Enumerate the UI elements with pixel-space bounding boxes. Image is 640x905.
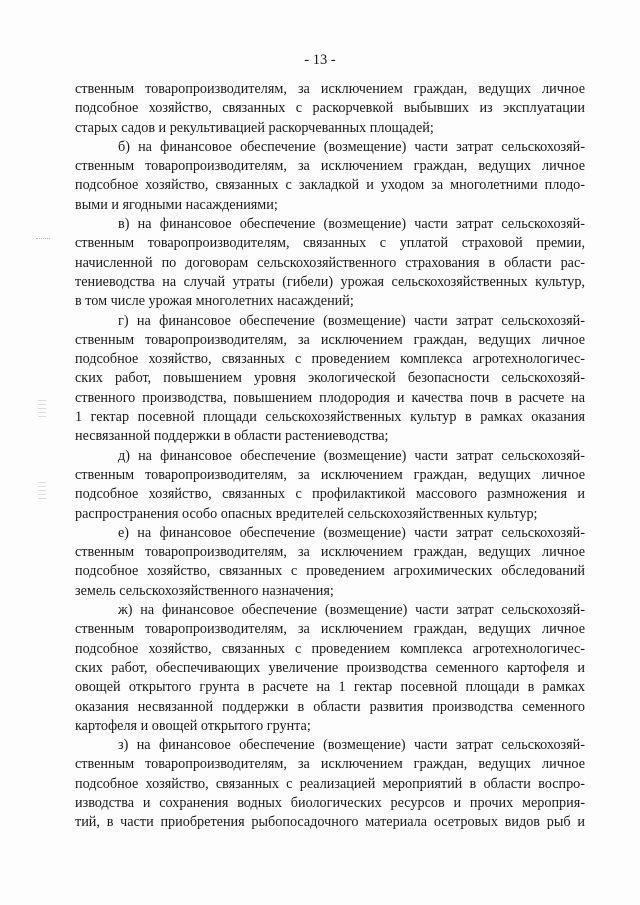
scan-artifact [36, 238, 50, 239]
text-line: подсобное хозяйство, связанных с проведением комплекса агротехнологичес- [75, 640, 585, 657]
text-line: ж) на финансовое обеспечение (возмещение) части затрат сельскохозяй- [118, 602, 585, 619]
text-line: д) на финансовое обеспечение (возмещение) части затрат сельскохозяй- [118, 447, 585, 464]
text-line: подсобное хозяйство, связанных с закладкой и уходом за многолетними плодо- [75, 177, 585, 194]
scan-artifact [38, 400, 46, 420]
text-line: ственным товаропроизводителям, за исключением граждан, ведущих личное [75, 331, 585, 348]
text-line: земель сельскохозяйственного назначения; [75, 582, 334, 599]
text-line: г) на финансовое обеспечение (возмещение) части затрат сельскохозяй- [118, 312, 585, 329]
text-line: е) на финансовое обеспечение (возмещение) части затрат сельскохозяй- [118, 524, 585, 541]
text-line: оказания несвязанной поддержки в области развития производства семенного [75, 698, 585, 715]
text-line: ственным товаропроизводителям, за исключением граждан, ведущих личное [75, 466, 585, 483]
text-line: ственным товаропроизводителям, за исключением граждан, ведущих личное [75, 81, 585, 97]
text-line: в) на финансовое обеспечение (возмещение) части затрат сельскохозяй- [118, 216, 585, 233]
text-line: подсобное хозяйство, связанных с реализацией мероприятий в области воспро- [75, 775, 585, 792]
text-line: б) на финансовое обеспечение (возмещение) части затрат сельскохозяй- [118, 138, 585, 155]
text-line: тениеводства на случай утраты (гибели) урожая сельскохозяйственных культур, [75, 273, 585, 290]
text-line: в том числе урожая многолетних насаждений; [75, 293, 354, 310]
scan-artifact [38, 482, 46, 502]
text-line: ственного производства, повышением плодородия и качества почв в расчете на [75, 389, 585, 406]
text-line: картофеля и овощей открытого грунта; [75, 717, 311, 734]
text-line: старых садов и рекультивацией раскорчеванных площадей; [75, 119, 434, 136]
text-line: подсобное хозяйство, связанных с раскорчевкой выбывших из эксплуатации [75, 100, 585, 117]
text-line: ственным товаропроизводителям, за исключением граждан, ведущих личное [75, 621, 585, 638]
text-line: ских работ, повышением уровня экологической безопасности сельскохозяй- [75, 370, 585, 387]
text-line: изводства и сохранения водных биологических ресурсов и прочих мероприя- [75, 794, 585, 811]
text-line: з) на финансовое обеспечение (возмещение) части затрат сельскохозяй- [118, 737, 585, 754]
text-line: овощей открытого грунта в расчете на 1 гектар посевной площади в рамках [75, 679, 585, 696]
text-line: тий, в части приобретения рыбопосадочного материала осетровых видов рыб и [75, 814, 585, 831]
text-line: ственным товаропроизводителям, за исключением граждан, ведущих личное [75, 544, 585, 561]
text-line: подсобное хозяйство, связанных с проведением комплекса агротехнологичес- [75, 351, 585, 368]
text-line: ственным товаропроизводителям, связанных с уплатой страховой премии, [75, 235, 585, 252]
text-line: подсобное хозяйство, связанных с проведением агрохимических обследований [75, 563, 585, 580]
text-line: распространения особо опасных вредителей сельскохозяйственных культур; [75, 505, 538, 522]
text-line: ственным товаропроизводителям, за исключением граждан, ведущих личное [75, 756, 585, 773]
text-line: начисленной по договорам сельскохозяйственного страхования в области рас- [75, 254, 585, 271]
text-line: 1 гектар посевной площади сельскохозяйственных культур в рамках оказания [75, 409, 585, 426]
text-line: выми и ягодными насаждениями; [75, 196, 278, 213]
text-line: ственным товаропроизводителям, за исключением граждан, ведущих личное [75, 158, 585, 175]
text-line: подсобное хозяйство, связанных с профилактикой массового размножения и [75, 486, 585, 503]
text-line: несвязанной поддержки в области растениеводства; [75, 428, 389, 445]
page-number: - 13 - [304, 52, 336, 68]
document-body [75, 80, 585, 833]
text-line: ских работ, обеспечивающих увеличение производства семенного картофеля и [75, 659, 585, 676]
